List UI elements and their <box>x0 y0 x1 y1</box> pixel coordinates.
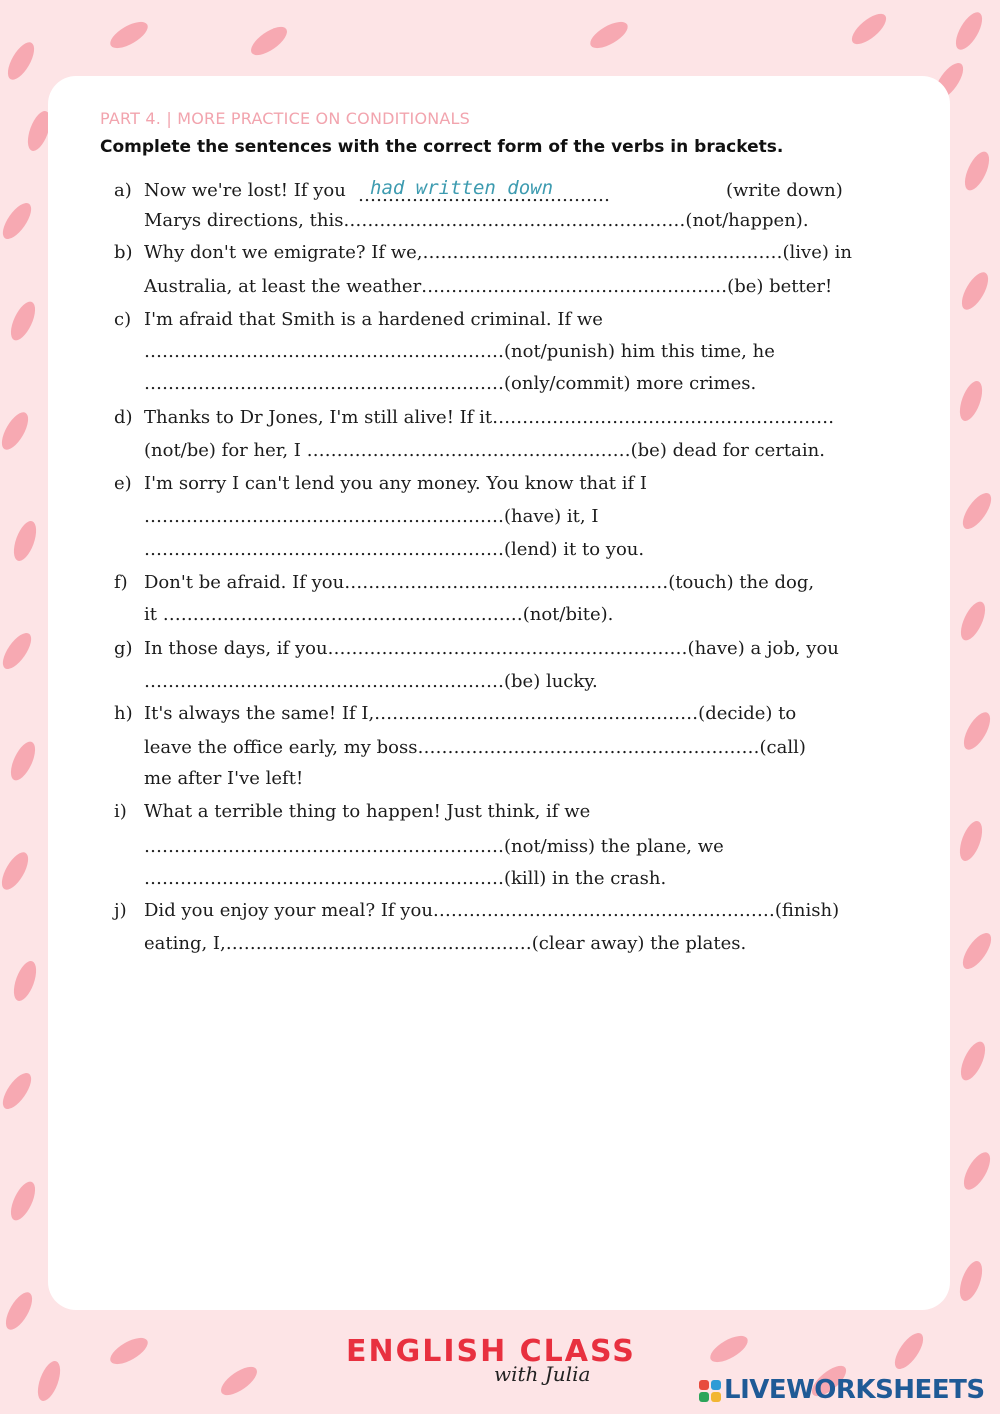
answer-field-j1[interactable] <box>458 898 802 922</box>
item-letter: b) <box>114 242 133 263</box>
petal <box>958 489 997 534</box>
item-line: In those days, if you……………………………………………………(have) a job, you <box>144 638 839 659</box>
petal <box>0 848 33 893</box>
petal <box>0 1069 36 1114</box>
answer-field-c2[interactable] <box>144 371 508 395</box>
item-letter: h) <box>114 703 133 724</box>
item-line: Did you enjoy your meal? If you…………………………………………………(finish) <box>144 900 840 921</box>
petal <box>106 17 151 54</box>
petal <box>6 1178 40 1224</box>
petal <box>6 738 40 784</box>
answer-field-i1[interactable] <box>144 834 508 858</box>
item-letter: c) <box>114 309 132 330</box>
petal <box>586 17 631 54</box>
petal <box>951 8 988 53</box>
item-letter: d) <box>114 407 133 428</box>
answer-field-h2[interactable] <box>432 735 796 759</box>
item-line: Marys directions, this…………………………………………………(not/happen). <box>144 210 809 231</box>
item-line: ……………………………………………………(only/commit) more crimes. <box>144 373 757 394</box>
answer-field-i2[interactable] <box>144 866 508 890</box>
item-line: ……………………………………………………(not/miss) the plane, we <box>144 836 724 857</box>
petal <box>0 629 36 674</box>
item-letter: a) <box>114 180 132 201</box>
item-line: eating, I,……………………………………………(clear away) the plates. <box>144 933 747 954</box>
answer-field-b1[interactable] <box>440 240 794 264</box>
petal <box>957 268 994 313</box>
petal <box>0 408 33 453</box>
petal <box>956 598 990 644</box>
liveworksheets-watermark[interactable]: LIVEWORKSHEETS <box>724 1375 985 1405</box>
item-line: I'm sorry I can't lend you any money. You know that if I <box>144 473 648 494</box>
item-line: (write down) <box>726 180 843 201</box>
item-letter: j) <box>114 900 127 921</box>
answer-field-e1[interactable] <box>144 504 508 528</box>
item-letter: g) <box>114 638 133 659</box>
petal <box>890 1329 929 1374</box>
answer-field-h1[interactable] <box>382 701 746 725</box>
petal <box>247 22 292 61</box>
petal <box>217 1362 262 1401</box>
item-line: Australia, at least the weather……………………………………………(be) better! <box>144 276 833 297</box>
petal <box>33 1358 64 1404</box>
item-line: (not/be) for her, I ………………………………………………(be) dead for certain. <box>144 440 825 461</box>
petal <box>9 518 40 564</box>
item-line: I'm afraid that Smith is a hardened criminal. If we <box>144 309 603 330</box>
petal <box>6 298 40 344</box>
answer-field-e2[interactable] <box>144 537 508 561</box>
item-line: Now we're lost! If you <box>144 180 346 201</box>
petal <box>3 38 40 83</box>
item-line: ……………………………………………………(have) it, I <box>144 506 599 527</box>
liveworksheets-logo-icon <box>699 1380 721 1402</box>
petal <box>959 708 996 753</box>
answer-field-g2[interactable] <box>144 669 508 693</box>
item-line: leave the office early, my boss…………………………………………………(call) <box>144 737 806 758</box>
item-line: It's always the same! If I,………………………………………………(decide) to <box>144 703 797 724</box>
part-title: PART 4. | MORE PRACTICE ON CONDITIONALS <box>100 109 471 128</box>
item-line: ……………………………………………………(be) lucky. <box>144 671 598 692</box>
petal <box>106 1333 151 1370</box>
answer-field-c1[interactable] <box>144 339 508 363</box>
petal <box>960 148 994 194</box>
item-line: ……………………………………………………(lend) it to you. <box>144 539 645 560</box>
petal <box>1 1288 38 1333</box>
petal <box>958 929 997 974</box>
answer-dots: …………………………………… <box>358 185 610 206</box>
item-line: Why don't we emigrate? If we,……………………………………………………(live) in <box>144 242 852 263</box>
brand-subtitle: with Julia <box>494 1362 591 1386</box>
petal <box>9 958 40 1004</box>
petal <box>955 378 986 424</box>
petal <box>0 199 36 244</box>
instruction: Complete the sentences with the correct form of the verbs in brackets. <box>100 137 784 157</box>
answer-field-a[interactable] <box>358 176 720 200</box>
answer-field-d2[interactable] <box>330 438 684 462</box>
petal <box>955 1258 986 1304</box>
item-line: Don't be afraid. If you………………………………………………(touch) the dog, <box>144 572 815 593</box>
item-line: ……………………………………………………(kill) in the crash. <box>144 868 667 889</box>
item-line: me after I've left! <box>144 768 304 789</box>
answer-field-j2[interactable] <box>228 931 592 955</box>
item-line: it ……………………………………………………(not/bite). <box>144 604 614 625</box>
petal <box>847 9 891 50</box>
item-line: Thanks to Dr Jones, I'm still alive! If it………………………………………………… <box>144 407 835 428</box>
answer-field-d1[interactable] <box>514 405 878 429</box>
answer-field-f1[interactable] <box>360 570 724 594</box>
item-line: ……………………………………………………(not/punish) him this time, he <box>144 341 775 362</box>
petal <box>956 1038 990 1084</box>
answer-field-g1[interactable] <box>340 636 704 660</box>
answer-field-f2[interactable] <box>166 602 530 626</box>
answer-field-b2[interactable] <box>424 274 768 298</box>
item-letter: i) <box>114 801 127 822</box>
petal <box>955 818 986 864</box>
item-letter: f) <box>114 572 128 593</box>
petal <box>959 1148 996 1193</box>
petal <box>706 1331 751 1368</box>
item-line: What a terrible thing to happen! Just think, if we <box>144 801 591 822</box>
brand-title: ENGLISH CLASS <box>346 1334 636 1369</box>
item-letter: e) <box>114 473 132 494</box>
